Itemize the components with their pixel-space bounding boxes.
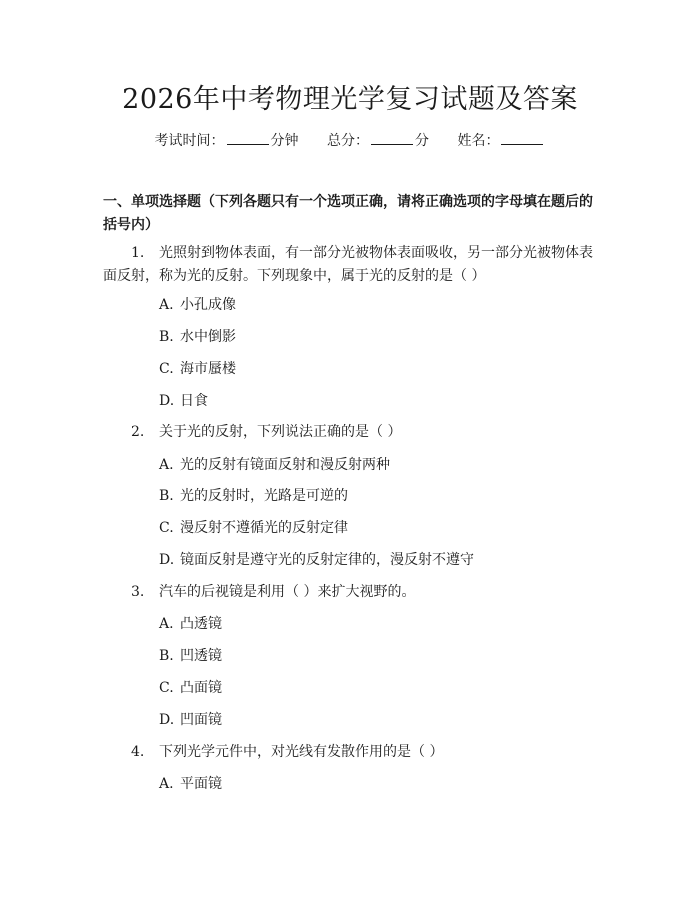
total-score-unit: 分 xyxy=(415,133,429,149)
option-text: 镜面反射是遵守光的反射定律的，漫反射不遵守 xyxy=(180,552,474,568)
option-letter: A. xyxy=(159,616,174,632)
question-text: 汽车的后视镜是利用（ ）来扩大视野的。 xyxy=(159,584,416,600)
exam-time-blank xyxy=(227,130,269,145)
exam-meta xyxy=(0,130,700,152)
option-text: 凹面镜 xyxy=(180,712,222,728)
name-blank xyxy=(501,130,543,145)
name-label: 姓名： xyxy=(457,133,500,149)
option-letter: C. xyxy=(159,361,174,377)
option-text: 漫反射不遵循光的反射定律 xyxy=(180,520,348,536)
question-number: 3. xyxy=(131,584,145,600)
section-heading: 一、单项选择题（下列各题只有一个选项正确，请将正确选项的字母填在题后的括号内） xyxy=(103,194,593,233)
option-text: 光的反射有镜面反射和漫反射两种 xyxy=(180,457,390,473)
option-item xyxy=(159,390,208,412)
option-text: 凸面镜 xyxy=(180,680,222,696)
option-letter: D. xyxy=(159,552,175,568)
option-text: 凸透镜 xyxy=(180,616,222,632)
question-text: 光照射到物体表面，有一部分光被物体表面吸收，另一部分光被物体表面反射，称为光的反射。下列现象中，属于光的反射的是（ ） xyxy=(103,245,593,284)
question-4 xyxy=(103,741,603,764)
option-item xyxy=(159,454,390,476)
option-letter: B. xyxy=(159,648,174,664)
option-letter: B. xyxy=(159,329,174,345)
option-item xyxy=(159,358,236,380)
option-item xyxy=(159,485,348,507)
option-letter: A. xyxy=(159,457,174,473)
option-item xyxy=(159,294,236,316)
option-item xyxy=(159,549,474,571)
question-3 xyxy=(103,581,603,604)
exam-time-label: 考试时间： xyxy=(154,133,225,149)
option-letter: D. xyxy=(159,393,175,409)
exam-time-field xyxy=(155,130,299,152)
option-item xyxy=(159,773,222,795)
name-field xyxy=(457,130,545,152)
total-score-field xyxy=(327,130,429,152)
option-text: 光的反射时，光路是可逆的 xyxy=(180,488,348,504)
option-text: 海市蜃楼 xyxy=(180,361,236,377)
option-item xyxy=(159,613,222,635)
option-letter: D. xyxy=(159,712,175,728)
option-letter: A. xyxy=(159,776,174,792)
option-text: 日食 xyxy=(180,393,208,409)
page-title: 2026年中考物理光学复习试题及答案 xyxy=(122,84,578,115)
option-letter: A. xyxy=(159,297,174,313)
option-text: 平面镜 xyxy=(180,776,222,792)
exam-time-unit: 分钟 xyxy=(270,133,299,149)
option-item xyxy=(159,645,222,667)
option-text: 小孔成像 xyxy=(180,297,236,313)
question-text: 关于光的反射，下列说法正确的是（ ） xyxy=(159,424,402,440)
option-text: 水中倒影 xyxy=(180,329,236,345)
option-text: 凹透镜 xyxy=(180,648,222,664)
option-letter: B. xyxy=(159,488,174,504)
option-letter: C. xyxy=(159,680,174,696)
option-item xyxy=(159,326,236,348)
question-number: 2. xyxy=(131,424,145,440)
total-score-blank xyxy=(371,130,413,145)
question-number: 4. xyxy=(131,744,145,760)
question-2 xyxy=(103,421,603,444)
option-item xyxy=(159,709,222,731)
option-letter: C. xyxy=(159,520,174,536)
question-number: 1. xyxy=(131,245,145,261)
total-score-label: 总分： xyxy=(327,133,369,149)
question-1 xyxy=(103,242,603,288)
question-text: 下列光学元件中，对光线有发散作用的是（ ） xyxy=(159,744,444,760)
option-item xyxy=(159,517,348,539)
option-item xyxy=(159,677,222,699)
